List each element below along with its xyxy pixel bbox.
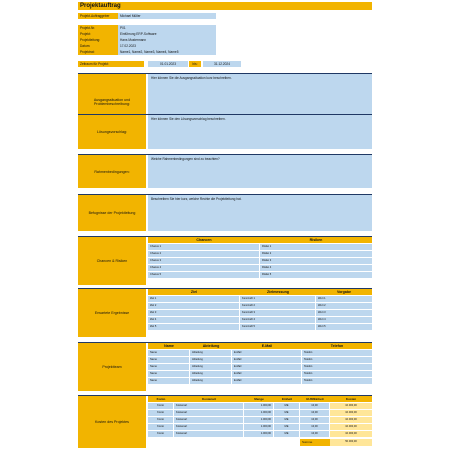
block-label-loesungsvorschlag: Lösungsvorschlag: [78, 115, 146, 149]
kosten-cell: Kostenart [174, 417, 243, 423]
block-text-ausgangssituation: Hier können Sie die Ausgangssituation kurz beschreiben. [148, 74, 372, 130]
chancen-cell: Chance 1 [148, 244, 259, 250]
zielmessung-cell: Kennzahl 5 [240, 324, 315, 330]
kosten-cell: 10.000,00 [330, 403, 372, 409]
kosten-cell: ME [274, 410, 299, 416]
kosten-cell: Konto [148, 424, 173, 430]
team-cell: E-Mail [232, 378, 301, 384]
chancen-header-risiken: Risiken [260, 237, 372, 243]
ziel-cell: Ziel 5 [148, 324, 239, 330]
team-cell: Telefon [302, 357, 372, 363]
block-label-ausgangssituation: Ausgangssituation und Problembeschreibung: [78, 74, 146, 130]
kosten-cell: 10,00 [300, 410, 329, 416]
auftraggeber-label: Projekt-Auftraggeber [78, 13, 118, 19]
meta-value-projektleitung: Hans Mustermann [118, 37, 216, 43]
ziel-cell: Ziel 2 [148, 303, 239, 309]
team-cell: E-Mail [232, 350, 301, 356]
block-text-befugnisse: Beschreiben Sie hier kurz, welche Rechte die Projektleitung hat. [148, 195, 372, 231]
risiken-cell: Risiko 3 [260, 258, 372, 264]
zielmessung-cell: Kennzahl 3 [240, 310, 315, 316]
meta-label-projektrat: Projektrat: [78, 49, 118, 55]
document-title: Projektauftrag [78, 2, 372, 10]
ergebnisse-header-vorgabe: Vorgabe [316, 289, 372, 295]
kosten-cell: 10,00 [300, 417, 329, 423]
kosten-cell: 1.000,00 [244, 431, 273, 437]
chancen-cell: Chance 2 [148, 251, 259, 257]
chancen-label: Chancen & Risiken [78, 237, 146, 285]
kosten-cell: Kostenart [174, 431, 243, 437]
kosten-cell: Kostenart [174, 403, 243, 409]
kosten-cell: 10,00 [300, 424, 329, 430]
kosten-cell: Konto [148, 410, 173, 416]
team-cell: Name [148, 378, 189, 384]
chancen-cell: Chance 4 [148, 265, 259, 271]
team-cell: Abteilung [190, 350, 231, 356]
vorgabe-cell: Wert 1 [316, 296, 372, 302]
ergebnisse-header-ziel: Ziel [148, 289, 240, 295]
meta-value-projekt: Einführung ERP-Software [118, 31, 216, 37]
team-header-email: E-Mail [232, 343, 302, 349]
team-cell: Telefon [302, 371, 372, 377]
kosten-header-kosten: Kosten [330, 396, 372, 402]
meta-label-datum: Datum: [78, 43, 118, 49]
kosten-cell: Kostenart [174, 410, 243, 416]
kosten-cell: ME [274, 403, 299, 409]
team-cell: Abteilung [190, 357, 231, 363]
block-label-rahmenbedingungen: Rahmenbedingungen: [78, 155, 146, 188]
ziel-cell: Ziel 1 [148, 296, 239, 302]
team-cell: Name [148, 350, 189, 356]
block-label-befugnisse: Befugnisse der Projektleitung [78, 195, 146, 231]
kosten-cell: 10,00 [300, 403, 329, 409]
kosten-cell: Konto [148, 431, 173, 437]
risiken-cell: Risiko 2 [260, 251, 372, 257]
kosten-cell: Konto [148, 403, 173, 409]
meta-label-projekt: Projekt: [78, 31, 118, 37]
kosten-cell: 10.000,00 [330, 431, 372, 437]
kosten-cell: ME [274, 424, 299, 430]
kosten-cell: 1.000,00 [244, 410, 273, 416]
kosten-cell: Konto [148, 417, 173, 423]
vorgabe-cell: Wert 5 [316, 324, 372, 330]
team-cell: E-Mail [232, 371, 301, 377]
zielmessung-cell: Kennzahl 4 [240, 317, 315, 323]
team-header-abteilung: Abteilung [190, 343, 232, 349]
kosten-cell: 1.000,00 [244, 424, 273, 430]
block-text-loesungsvorschlag: Hier können Sie den Lösungsvorschlag beschreiben. [148, 115, 372, 149]
risiken-cell: Risiko 4 [260, 265, 372, 271]
kosten-header-eur-einheit: EUR/Einheit [300, 396, 330, 402]
auftraggeber-value: Michael Müller [118, 13, 216, 19]
kosten-cell: 10.000,00 [330, 410, 372, 416]
meta-label-projektnr: Projekt-Nr. [78, 25, 118, 31]
team-cell: Abteilung [190, 378, 231, 384]
meta-value-projektrat: Name1, Name2, Name3, Name4, Name5 [118, 49, 216, 55]
chancen-header-chancen: Chancen [148, 237, 260, 243]
zielmessung-cell: Kennzahl 1 [240, 296, 315, 302]
zeitraum-from: 01.01.2023 [148, 61, 188, 67]
risiken-cell: Risiko 5 [260, 272, 372, 278]
block-text-rahmenbedingungen: Welche Rahmenbedingungen sind zu beachten? [148, 155, 372, 188]
kosten-label: Kosten des Projektes [78, 396, 146, 448]
kosten-header-kostenart: Kostenart [174, 396, 244, 402]
team-cell: E-Mail [232, 364, 301, 370]
chancen-cell: Chance 5 [148, 272, 259, 278]
team-cell: Telefon [302, 364, 372, 370]
zielmessung-cell: Kennzahl 2 [240, 303, 315, 309]
meta-value-projektnr: P01 [118, 25, 216, 31]
kosten-summe-label: Summe [300, 439, 330, 446]
team-cell: Name [148, 357, 189, 363]
kosten-cell: ME [274, 431, 299, 437]
team-cell: Telefon [302, 350, 372, 356]
ziel-cell: Ziel 4 [148, 317, 239, 323]
kosten-cell: 10,00 [300, 431, 329, 437]
ziel-cell: Ziel 3 [148, 310, 239, 316]
team-header-name: Name [148, 343, 190, 349]
meta-label-projektleitung: Projektleitung: [78, 37, 118, 43]
team-cell: Telefon [302, 378, 372, 384]
meta-value-datum: 17.02.2023 [118, 43, 216, 49]
kosten-header-einheit: Einheit [274, 396, 300, 402]
team-cell: E-Mail [232, 357, 301, 363]
team-cell: Abteilung [190, 364, 231, 370]
kosten-cell: 1.000,00 [244, 417, 273, 423]
zeitraum-bis-label: bis: [189, 61, 201, 67]
kosten-summe-value: 50.000,00 [330, 439, 372, 446]
vorgabe-cell: Wert 4 [316, 317, 372, 323]
kosten-cell: Kostenart [174, 424, 243, 430]
ergebnisse-label: Erwartete Ergebnisse [78, 289, 146, 337]
team-cell: Name [148, 364, 189, 370]
chancen-cell: Chance 3 [148, 258, 259, 264]
kosten-cell: 10.000,00 [330, 417, 372, 423]
kosten-cell: ME [274, 417, 299, 423]
vorgabe-cell: Wert 2 [316, 303, 372, 309]
zeitraum-label: Zeitraum für Projekt: [78, 61, 144, 67]
team-cell: Name [148, 371, 189, 377]
kosten-header-konto: Konto [148, 396, 174, 402]
team-cell: Abteilung [190, 371, 231, 377]
team-label: Projektteam [78, 343, 146, 391]
zeitraum-to: 31.12.2024 [203, 61, 241, 67]
kosten-cell: 1.000,00 [244, 403, 273, 409]
risiken-cell: Risiko 1 [260, 244, 372, 250]
kosten-cell: 10.000,00 [330, 424, 372, 430]
vorgabe-cell: Wert 3 [316, 310, 372, 316]
ergebnisse-header-zielmessung: Zielmessung [240, 289, 316, 295]
kosten-header-menge: Menge [244, 396, 274, 402]
team-header-telefon: Telefon [302, 343, 372, 349]
